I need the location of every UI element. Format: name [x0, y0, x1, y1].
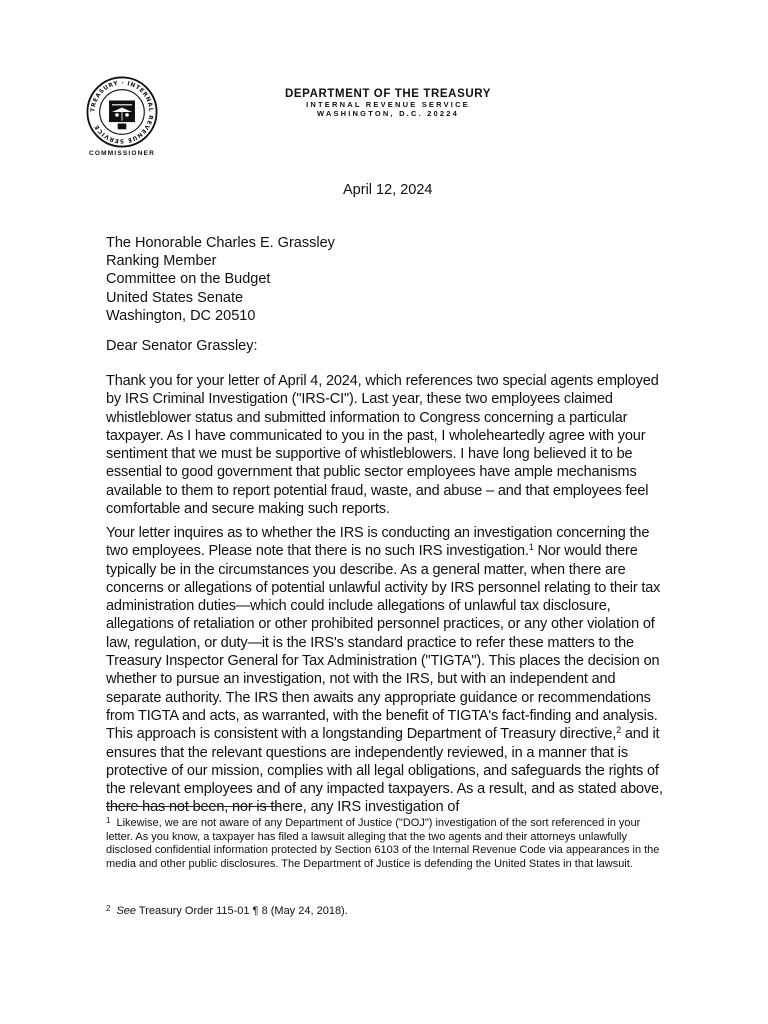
- footnote-ref-2: 2: [616, 725, 621, 736]
- body-paragraph-2: [106, 524, 666, 817]
- seal-ring-text: TREASURY · INTERNAL REVENUE SERVICE: [90, 80, 154, 144]
- recipient-line: Washington, DC 20510: [106, 307, 256, 324]
- footnote-1: [106, 814, 666, 871]
- agency-name: INTERNAL REVENUE SERVICE: [306, 100, 470, 109]
- recipient-address: [106, 234, 335, 325]
- salutation: Dear Senator Grassley:: [106, 338, 258, 354]
- footnote-text: Likewise, we are not aware of any Department of Justice ("DOJ") investigation of the sort referenced in your letter. As you know, a taxpayer has filed a lawsuit alleging that the two agents and their attorneys unlawfully disclosed confidential information protected by Section 6103 of the Internal Revenue Code via appearances in the media and other public disclosures. The Department of Justice is defending the United States in that lawsuit.: [106, 817, 660, 870]
- department-name: DEPARTMENT OF THE TREASURY: [285, 88, 491, 100]
- recipient-line: United States Senate: [106, 289, 244, 306]
- footnote-divider: [106, 806, 280, 807]
- letter-date: April 12, 2024: [343, 182, 433, 198]
- recipient-line: Committee on the Budget: [106, 271, 271, 288]
- paragraph-text: and it ensures that the relevant questions are independently reviewed, in a manner that is protective of our mission, complies with all legal obligations, and safeguards the rights of the relevant employees and of any impacted taxpayers. As a result, and as stated above, there has not been, nor is there, any IRS investigation of: [106, 726, 663, 816]
- footnote-mark: 2: [106, 904, 111, 913]
- paragraph-text: Your letter inquires as to whether the IRS is conducting an investigation concerning the two employees. Please note that there is no such IRS investigation.: [106, 525, 650, 560]
- letterhead: [258, 88, 518, 118]
- recipient-line: Ranking Member: [106, 253, 217, 270]
- seal-caption: COMMISSIONER: [88, 150, 156, 157]
- footnote-2: [106, 902, 666, 919]
- footnote-see: See: [116, 905, 137, 917]
- irs-seal: [80, 76, 164, 157]
- body-paragraph-1: Thank you for your letter of April 4, 2024, which references two special agents employed by IRS Criminal Investigation ("IRS-CI"). Last year, these two employees claimed whistleblower status and submitted information to Congress concerning a particular taxpayer. As I have communicated to you in the past, I wholeheartedly agree with your sentiment that we must be supportive of whistleblowers. I have long believed it to be essential to good government that public sector employees have ample mechanisms available to them to report potential fraud, waste, and abuse – and that employees feel comfortable and secure making such reports.: [106, 373, 659, 518]
- footnote-mark: 1: [106, 816, 111, 825]
- treasury-seal-icon: [86, 76, 158, 148]
- footnote-text: Treasury Order 115-01 ¶ 8 (May 24, 2018).: [136, 905, 348, 917]
- agency-address: WASHINGTON, D.C. 20224: [316, 109, 460, 118]
- paragraph-text: Nor would there typically be in the circumstances you describe. As a general matter, when there are concerns or allegations of potential unlawful activity by IRS personnel relating to their tax administration duties—which could include allegations of unlawful tax disclosure, allegations of retaliation or other prohibited personnel practices, or any other violation of law, regulation, or duty—it is the IRS's standard practice to refer these matters to the Treasury Inspector General for Tax Administration ("TIGTA"). This places the decision on whether to pursue an investigation, not with the IRS, but with an independent and separate authority. The IRS then awaits any appropriate guidance or recommendations from TIGTA and acts, as warranted, with the benefit of TIGTA's fact-finding and analysis. This approach is consistent with a longstanding Department of Treasury directive,: [106, 543, 661, 743]
- footnote-ref-1: 1: [528, 542, 534, 553]
- recipient-line: The Honorable Charles E. Grassley: [106, 235, 335, 251]
